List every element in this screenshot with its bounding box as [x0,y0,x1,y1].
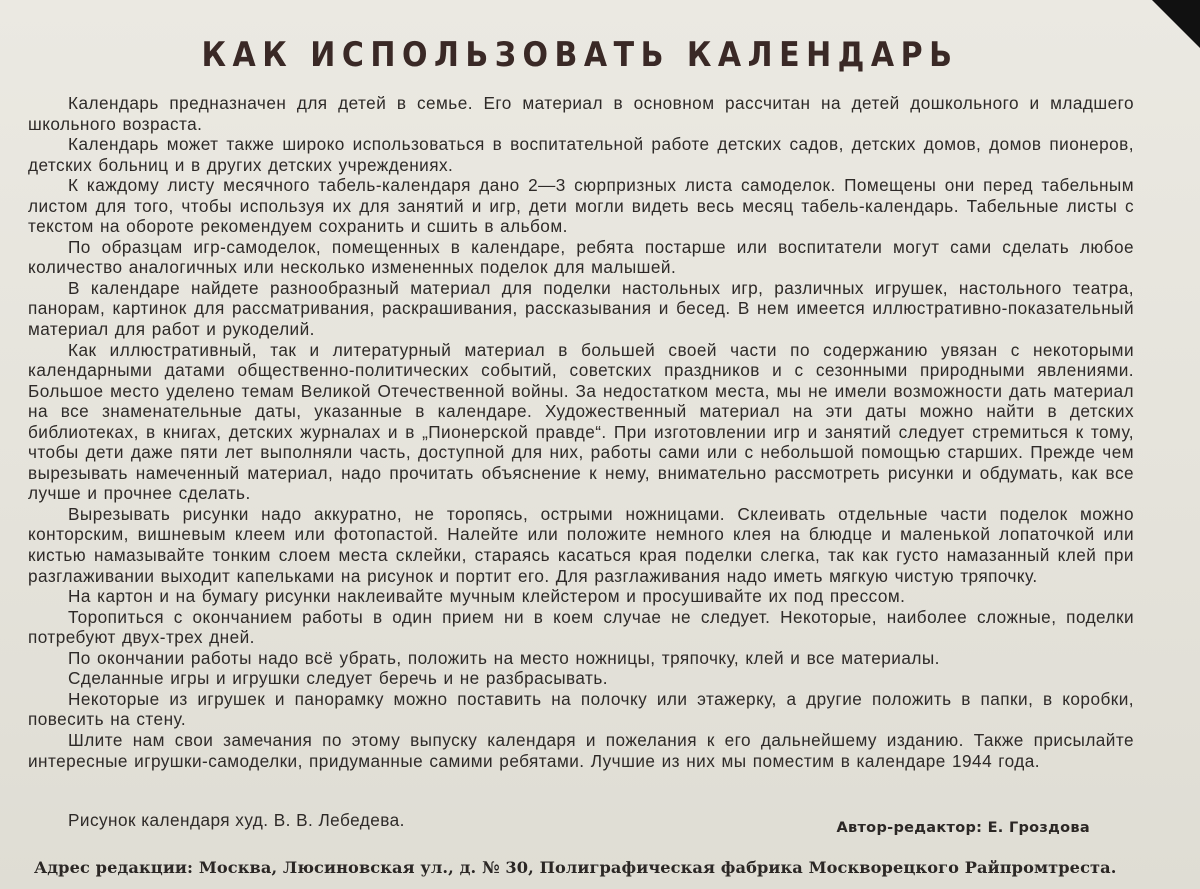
paragraph: По образцам игр-самоделок, помещенных в календаре, ребята постарше или воспитатели могут сами сделать любое количество аналогичных или несколько измененных поделок для малышей. [28,236,1134,278]
paragraph: Сделанные игры и игрушки следует беречь и не разбрасывать. [68,668,608,689]
paragraph: Шлите нам свои замечания по этому выпуску календаря и пожелания к его дальнейшему изданию. Также присылайте интересные игрушки-самоделки, придуманные самими ребятами. Лучшие из них мы поместим в календаре 1944 года. [28,729,1134,771]
document-body [28,93,1134,771]
paragraph: К каждому листу месячного табель-календаря дано 2—3 сюрпризных листа самоделок. Помещены они перед табельным листом для того, чтобы используя их для занятий и игр, дети могли видеть весь месяц табель-календарь. Табельные листы с текстом на обороте рекомендуем сохранить и сшить в альбом. [28,175,1134,237]
document-title: КАК ИСПОЛЬЗОВАТЬ КАЛЕНДАРЬ [201,35,959,76]
publisher-address: Адрес редакции: Москва, Люсиновская ул., д. № 30, Полиграфическая фабрика Москворецкого Райпромтреста. [34,858,1117,877]
paragraph: Некоторые из игрушек и панорамку можно поставить на полочку или этажерку, а другие положить в папки, в коробки, повесить на стену. [28,688,1134,730]
paragraph: Календарь предназначен для детей в семье. Его материал в основном рассчитан на детей дошкольного и младшего школьного возраста. [28,93,1134,134]
paragraph: Как иллюстративный, так и литературный материал в большей своей части по содержанию увязан с некоторыми календарными датами общественно-политических событий, советских праздников и с сезонными природными явлениями. Большое место уделено темам Великой Отечественной войны. За недостатком места, мы не имели возможности дать материал на все знаменательные даты, указанные в календаре. Художественный материал на эти даты можно найти в детских библиотеках, в книгах, детских журналах и в „Пионерской правде“. При изготовлении игр и занятий следует стремиться к тому, чтобы дети даже пяти лет выполняли часть, доступной для них, работы сами или с небольшой помощью старших. Прежде чем вырезывать намеченный материал, надо прочитать объяснение к нему, внимательно рассмотреть рисунки и обдумать, как все лучше и прочнее сделать. [28,339,1134,504]
paragraph: На картон и на бумагу рисунки наклеивайте мучным клейстером и просушивайте их под прессом. [68,586,906,607]
paragraph: Вырезывать рисунки надо аккуратно, не торопясь, острыми ножницами. Склеивать отдельные части поделок можно конторским, вишневым клеем или фотопастой. Налейте или положите немного клея на блюдце и маленькой лопаточкой или кистью намазывайте тонким слоем места склейки, стараясь касаться края поделки слегка, так как густо намазанный клей при разглаживании выходит капельками на рисунок и портит его. Для разглаживания надо иметь мягкую чистую тряпочку. [28,503,1134,586]
paragraph: Торопиться с окончанием работы в один прием ни в коем случае не следует. Некоторые, наиболее сложные, поделки потребуют двух-трех дней. [28,606,1134,648]
author-editor: Автор-редактор: Е. Гроздова [836,820,1090,836]
paragraph: В календаре найдете разнообразный материал для поделки настольных игр, различных игрушек, настольного театра, панорам, картинок для рассматривания, раскрашивания, рассказывания и бесед. В нем имеется иллюстративно-показательный материал для работ и рукоделий. [28,277,1134,340]
paragraph: По окончании работы надо всё убрать, положить на место ножницы, тряпочку, клей и все материалы. [68,647,940,668]
illustrator-credit: Рисунок календаря худ. В. В. Лебедева. [68,810,405,830]
paragraph: Календарь может также широко использоваться в воспитательной работе детских садов, детских домов, домов пионеров, детских больниц и в других детских учреждениях. [28,134,1134,175]
